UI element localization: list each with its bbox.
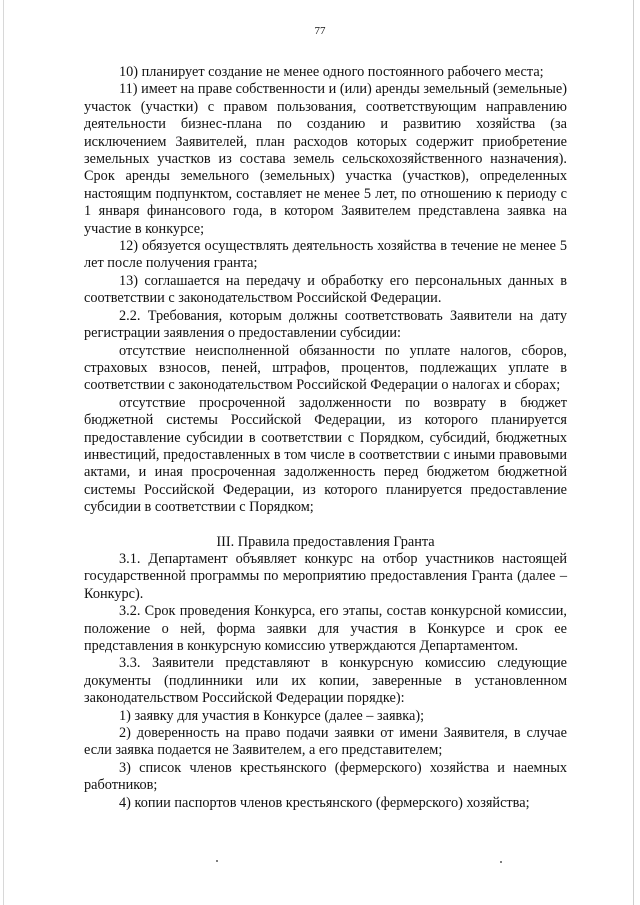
paragraph-3-1: 3.1. Департамент объявляет конкурс на отбор участников настоящей государственной программы по мероприятию предоставления Гранта (далее – Конкурс). bbox=[84, 550, 567, 602]
paragraph-no-tax-debt: отсутствие неисполненной обязанности по уплате налогов, сборов, страховых взносов, пеней, штрафов, процентов, подлежащих уплате в соответствии с законодательством Российской Федерации о налогах и сборах; bbox=[84, 342, 567, 394]
scan-edge-right bbox=[633, 0, 634, 905]
section-heading: III. Правила предоставления Гранта bbox=[216, 533, 435, 550]
scan-speck-right bbox=[500, 861, 502, 863]
list-item-2: 2) доверенность на право подачи заявки от имени Заявителя, в случае если заявка подается не Заявителем, а его представителем; bbox=[84, 725, 567, 759]
paragraph-item-10: 10) планирует создание не менее одного постоянного рабочего места; bbox=[119, 64, 544, 80]
list-item-4: 4) копии паспортов членов крестьянского (фермерского) хозяйства; bbox=[119, 794, 530, 811]
list-item-3: 3) список членов крестьянского (фермерского) хозяйства и наемных работников; bbox=[84, 759, 567, 794]
paragraph-item-11: 11) имеет на праве собственности и (или) аренды земельный (земельные) участок (участки) с правом пользования, соответствующим направлению деятельности бизнес-плана по созданию и развитию хозяйства (за исключением Заявителей, план расходов которых содержит приобретение земельных участков из состава земель сельскохозяйственного назначения). Срок аренды земельного (земельных) участка (участков), определенных настоящим подпунктом, составляет не менее 5 лет, по отношению к периоду с 1 января финансового года, в котором Заявителем представлена заявка на участие в конкурсе; bbox=[84, 81, 568, 237]
paragraph-3-3: 3.3. Заявители представляют в конкурсную комиссию следующие документы (подлинники или их копии, заверенные в установленном законодательством Российской Федерации порядке): bbox=[84, 655, 567, 707]
document-body bbox=[84, 64, 567, 812]
scan-speck-left bbox=[216, 860, 218, 862]
paragraph-item-13: 13) соглашается на передачу и обработку его персональных данных в соответствии с законодательством Российской Федерации. bbox=[84, 272, 567, 307]
paragraph-no-budget-debt: отсутствие просроченной задолженности по возврату в бюджет бюджетной системы Российской Федерации, из которого планируется предоставление субсидии в соответствии с Порядком, субсидий, бюджетных инвестиций, предоставленных в том числе в соответствии с иными правовыми актами, и иная просроченная задолженность перед бюджетом бюджетной системы Российской Федерации, из которого планируется предоставление субсидии в соответствии с Порядком; bbox=[84, 394, 567, 516]
page-number: 77 bbox=[314, 25, 326, 37]
list-item-1: 1) заявку для участия в Конкурсе (далее – заявка); bbox=[119, 707, 425, 724]
paragraph-2-2: 2.2. Требования, которым должны соответствовать Заявители на дату регистрации заявления о предоставлении субсидии: bbox=[84, 307, 567, 342]
paragraph-item-12: 12) обязуется осуществлять деятельность хозяйства в течение не менее 5 лет после получения гранта; bbox=[84, 238, 567, 272]
paragraph-3-2: 3.2. Срок проведения Конкурса, его этапы, состав конкурсной комиссии, положение о ней, форма заявки для участия в Конкурсе и срок ее представления в конкурсную комиссию утверждаются Департаментом. bbox=[84, 603, 567, 654]
scan-edge-left bbox=[3, 0, 4, 905]
